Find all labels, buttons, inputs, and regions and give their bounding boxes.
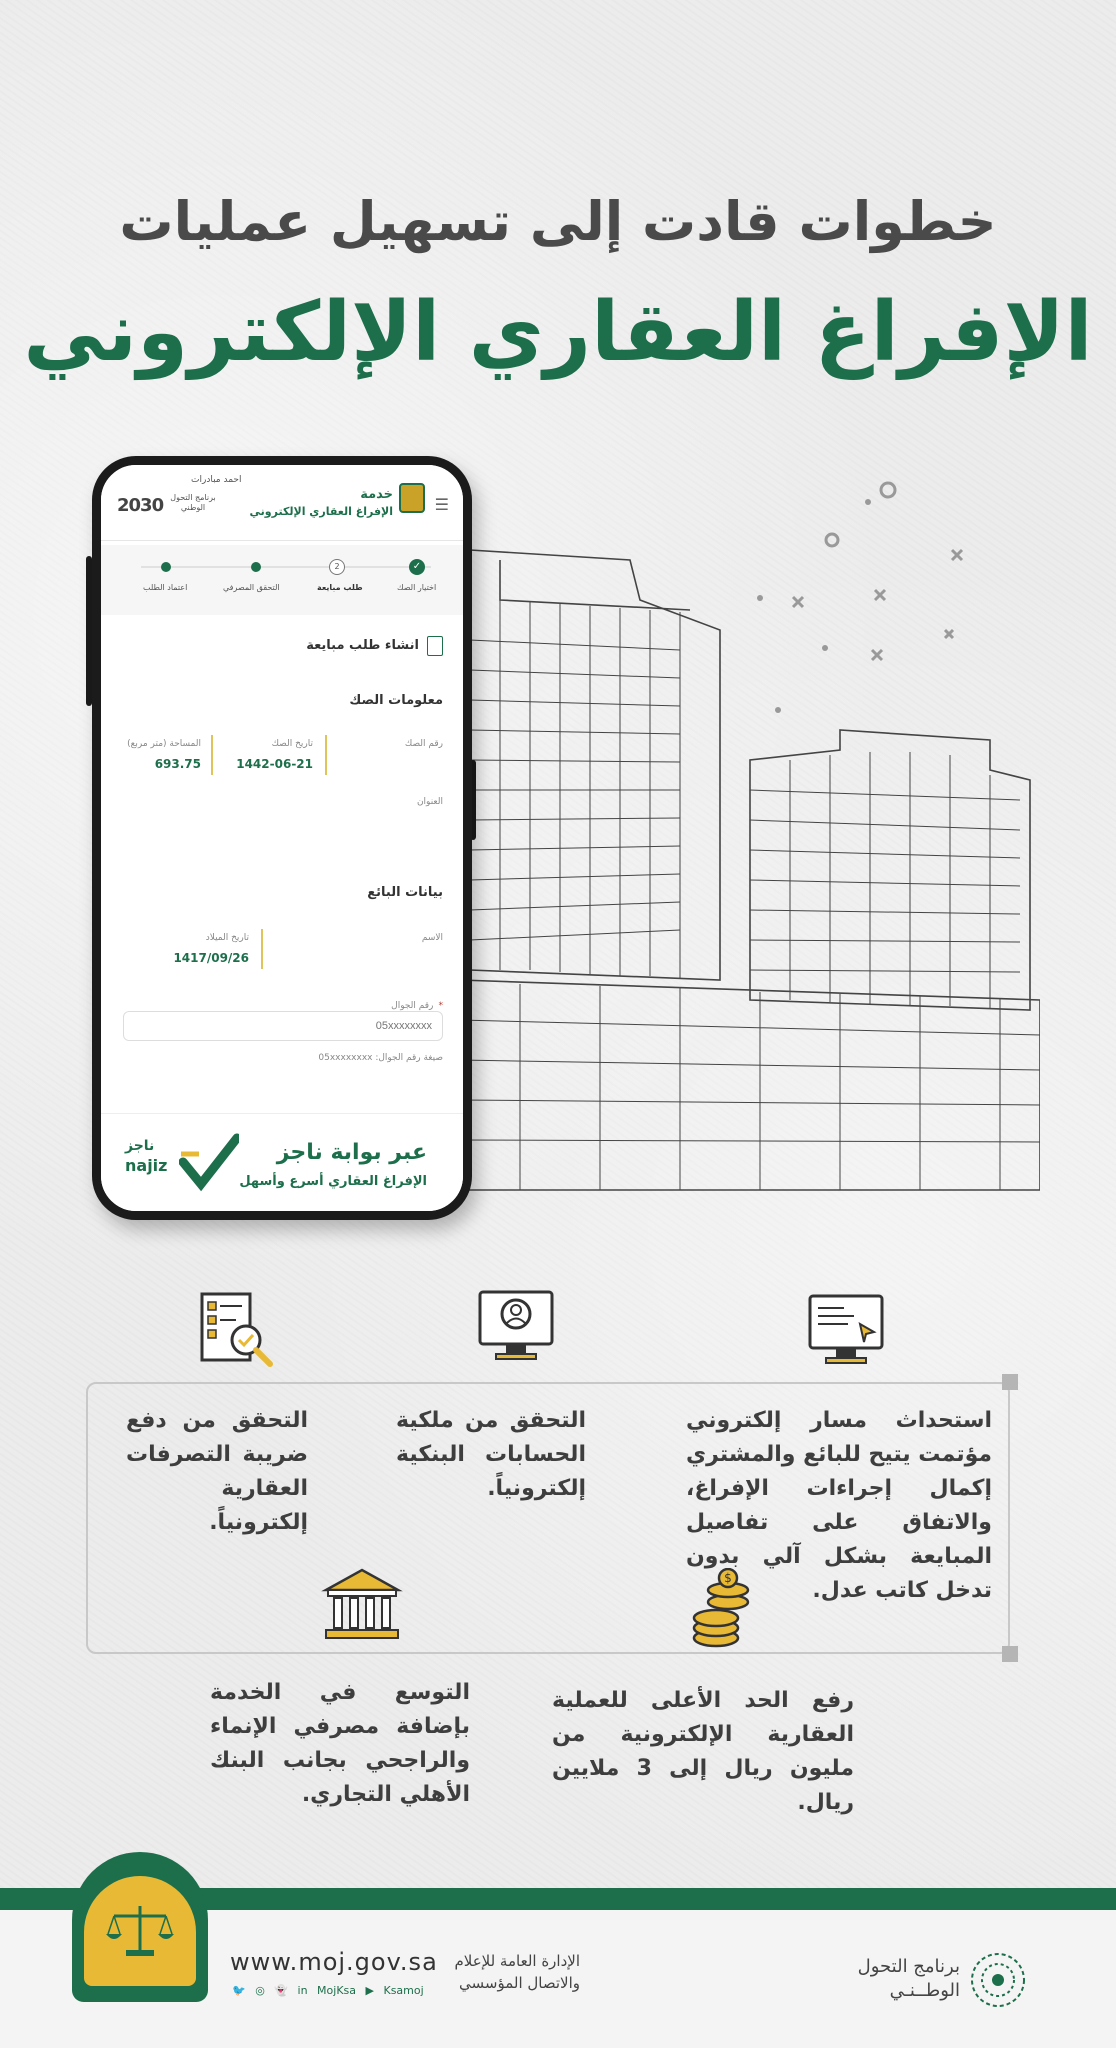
create-request-label: انشاء طلب مبايعة xyxy=(306,638,419,653)
najiz-subtitle: الإفراغ العقاري أسرع وأسهل xyxy=(239,1174,427,1189)
media-department xyxy=(440,1950,580,1994)
headline-line-1: خطوات قادت إلى تسهيل عمليات xyxy=(119,190,997,253)
step-dot-icon xyxy=(251,562,261,572)
create-request-card[interactable] xyxy=(113,625,453,667)
ntp-line-1: برنامج التحول xyxy=(857,1956,960,1977)
seller-info-card xyxy=(113,871,453,1101)
feature-text: التحقق من ملكية الحسابات البنكية إلكترونياً. xyxy=(396,1408,586,1501)
website-link[interactable]: www.moj.gov.sa xyxy=(230,1948,438,1976)
monitor-user-icon xyxy=(474,1286,558,1370)
feature-text: رفع الحد الأعلى للعملية العقارية الإلكترونية من مليون ريال إلى 3 ملايين ريال. xyxy=(552,1688,854,1815)
service-subtitle: الإفراغ العقاري الإلكتروني xyxy=(249,505,393,518)
social-handle-mojksa[interactable]: MojKsa xyxy=(317,1984,357,1997)
ntp-line-2: الوطــنـي xyxy=(889,1980,960,2001)
step-label: التحقق المصرفي xyxy=(223,583,280,592)
feature-text: استحداث مسار إلكتروني مؤتمت يتيح للبائع والمشتري إكمال إجراءات الإفراغ، والاتفاق على تفاصيل المبايعة بشكل آلي بدون تدخل كاتب عدل. xyxy=(686,1408,992,1603)
najiz-banner xyxy=(101,1113,463,1220)
progress-steps xyxy=(101,545,463,615)
step-label: اختيار الصك xyxy=(397,583,437,592)
service-logo-icon xyxy=(399,483,425,513)
snapchat-icon[interactable]: 👻 xyxy=(274,1984,289,1997)
buildings-illustration xyxy=(460,500,1040,1200)
social-links xyxy=(232,1984,430,1997)
feature-text: التحقق من دفع ضريبة التصرفات العقارية إلكترونياً. xyxy=(126,1408,308,1535)
bank-building-icon xyxy=(320,1564,404,1648)
social-handle-ksamoj[interactable]: Ksamoj xyxy=(383,1984,424,1997)
ntp-emblem-icon xyxy=(966,1948,1030,2012)
media-dept-line-2: والاتصال المؤسسي xyxy=(459,1974,580,1992)
field-separator xyxy=(261,929,263,969)
deed-date-value: 1442-06-21 xyxy=(236,757,313,771)
najiz-logo-arabic: ناجز xyxy=(125,1138,155,1154)
service-title: خدمة xyxy=(360,487,393,502)
frame-corner-square xyxy=(1002,1646,1018,1662)
najiz-logo-english: najiz xyxy=(125,1156,168,1175)
twitter-icon[interactable]: 🐦 xyxy=(232,1984,246,1997)
mobile-hint: صيغة رقم الجوال: 05xxxxxxxx xyxy=(318,1053,443,1063)
najiz-title: عبر بوابة ناجز xyxy=(276,1140,427,1165)
mobile-input[interactable] xyxy=(123,1011,443,1041)
field-separator xyxy=(211,735,213,775)
address-label: العنوان xyxy=(416,797,443,807)
field-separator xyxy=(325,735,327,775)
instagram-icon[interactable]: ◎ xyxy=(255,1984,265,1997)
seller-info-title: بيانات البائع xyxy=(367,885,443,900)
app-header xyxy=(101,465,463,541)
step-current-icon: 2 xyxy=(329,559,345,575)
document-icon xyxy=(427,636,443,656)
feature-text: التوسع في الخدمة بإضافة مصرفي الإنماء والراجحي بجانب البنك الأهلي التجاري. xyxy=(210,1680,470,1807)
area-value: 693.75 xyxy=(154,757,201,771)
phone-mockup xyxy=(92,456,472,1220)
computer-screen-cursor-icon xyxy=(804,1290,888,1374)
mobile-label: رقم الجوال xyxy=(391,1001,434,1011)
seller-name-label: الاسم xyxy=(421,933,443,943)
menu-icon[interactable]: ☰ xyxy=(434,495,449,514)
step-dot-icon xyxy=(161,562,171,572)
media-dept-line-1: الإدارة العامة للإعلام xyxy=(454,1952,580,1970)
ntp-logo-text: برنامج التحول الوطني xyxy=(170,493,216,512)
headline-line-2: الإفراغ العقاري الإلكتروني xyxy=(23,285,1093,380)
area-label: المساحة (متر مربع) xyxy=(127,739,201,749)
frame-corner-square xyxy=(1002,1374,1018,1390)
najiz-check-logo-icon xyxy=(179,1132,239,1192)
step-check-icon: ✓ xyxy=(409,559,425,575)
scales-of-justice-icon xyxy=(104,1900,176,1960)
linkedin-icon[interactable]: in xyxy=(297,1984,308,1997)
birth-date-value: 1417/09/26 xyxy=(173,951,249,965)
deed-number-label: رقم الصك xyxy=(404,739,443,749)
deed-info-title: معلومات الصك xyxy=(349,693,443,708)
mobile-required-mark: * xyxy=(438,1001,443,1011)
youtube-icon[interactable]: ▶ xyxy=(365,1984,374,1997)
deed-date-label: تاريخ الصك xyxy=(271,739,313,749)
deed-info-card xyxy=(113,679,453,859)
step-label: اعتماد الطلب xyxy=(143,583,188,592)
document-magnifier-icon xyxy=(196,1290,280,1374)
ntp-footer-logo xyxy=(850,1955,960,2003)
svg-text:$: $ xyxy=(724,1571,732,1585)
vision-2030-logo: 2030 xyxy=(117,495,164,516)
user-name[interactable]: احمد مبادرات xyxy=(191,475,242,485)
steps-line xyxy=(141,565,431,569)
step-label: طلب مبايعة xyxy=(317,583,363,592)
mobile-label-row xyxy=(391,993,443,1012)
birth-date-label: تاريخ الميلاد xyxy=(205,933,249,943)
